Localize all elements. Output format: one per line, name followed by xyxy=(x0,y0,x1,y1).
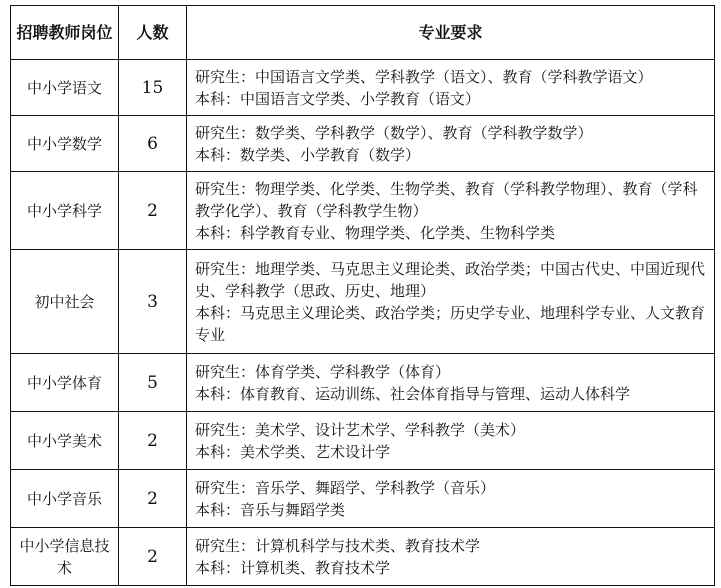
position-cell: 中小学信息技术 xyxy=(11,528,119,586)
undergrad-requirement: 本科：马克思主义理论类、政治学类；历史学专业、地理科学专业、人文教育专业 xyxy=(195,304,706,344)
undergrad-requirement: 本科：美术学类、艺术设计学 xyxy=(195,443,391,461)
undergrad-requirement: 本科：科学教育专业、物理学类、化学类、生物科学类 xyxy=(195,224,556,242)
count-cell: 6 xyxy=(119,116,187,172)
grad-requirement: 研究生：物理学类、化学类、生物学类、教育（学科教学物理）、教育（学科教学化学）、教育（学科教学生物） xyxy=(195,180,698,220)
undergrad-requirement: 本科：计算机类、教育技术学 xyxy=(195,559,391,577)
recruitment-table xyxy=(10,5,715,586)
requirements-cell xyxy=(187,470,715,528)
requirements-cell xyxy=(187,116,715,172)
undergrad-requirement: 本科：数学类、小学教育（数学） xyxy=(195,146,421,164)
undergrad-requirement: 本科：体育教育、运动训练、社会体育指导与管理、运动人体科学 xyxy=(195,385,631,403)
count-cell: 5 xyxy=(119,354,187,412)
header-row xyxy=(11,6,715,60)
count-cell: 3 xyxy=(119,250,187,354)
undergrad-requirement: 本科：中国语言文学类、小学教育（语文） xyxy=(195,90,481,108)
grad-requirement: 研究生：音乐学、舞蹈学、学科教学（音乐） xyxy=(195,479,496,497)
grad-requirement: 研究生：美术学、设计艺术学、学科教学（美术） xyxy=(195,421,526,439)
grad-requirement: 研究生：地理学类、马克思主义理论类、政治学类；中国古代史、中国近现代史、学科教学（思政、历史、地理） xyxy=(195,260,706,300)
table-row xyxy=(11,60,715,116)
table-row xyxy=(11,250,715,354)
table-row xyxy=(11,116,715,172)
position-cell: 中小学语文 xyxy=(11,60,119,116)
table-row xyxy=(11,354,715,412)
grad-requirement: 研究生：中国语言文学类、学科教学（语文）、教育（学科教学语文） xyxy=(195,68,653,86)
position-cell: 初中社会 xyxy=(11,250,119,354)
requirements-cell xyxy=(187,528,715,586)
count-cell: 2 xyxy=(119,470,187,528)
requirements-cell xyxy=(187,60,715,116)
grad-requirement: 研究生：体育学类、学科教学（体育） xyxy=(195,363,451,381)
table-row xyxy=(11,470,715,528)
requirements-cell xyxy=(187,172,715,250)
requirements-cell xyxy=(187,412,715,470)
header-requirements: 专业要求 xyxy=(187,6,715,60)
position-cell: 中小学体育 xyxy=(11,354,119,412)
header-position: 招聘教师岗位 xyxy=(11,6,119,60)
table-body xyxy=(11,60,715,586)
grad-requirement: 研究生：计算机科学与技术类、教育技术学 xyxy=(195,537,481,555)
header-count: 人数 xyxy=(119,6,187,60)
count-cell: 2 xyxy=(119,412,187,470)
table-row xyxy=(11,528,715,586)
grad-requirement: 研究生：数学类、学科教学（数学）、教育（学科教学数学） xyxy=(195,124,593,142)
table-row xyxy=(11,412,715,470)
count-cell: 15 xyxy=(119,60,187,116)
position-cell: 中小学音乐 xyxy=(11,470,119,528)
table-row xyxy=(11,172,715,250)
requirements-cell xyxy=(187,250,715,354)
undergrad-requirement: 本科：音乐与舞蹈学类 xyxy=(195,501,346,519)
count-cell: 2 xyxy=(119,172,187,250)
position-cell: 中小学科学 xyxy=(11,172,119,250)
position-cell: 中小学数学 xyxy=(11,116,119,172)
requirements-cell xyxy=(187,354,715,412)
count-cell: 2 xyxy=(119,528,187,586)
position-cell: 中小学美术 xyxy=(11,412,119,470)
table-header xyxy=(11,6,715,60)
